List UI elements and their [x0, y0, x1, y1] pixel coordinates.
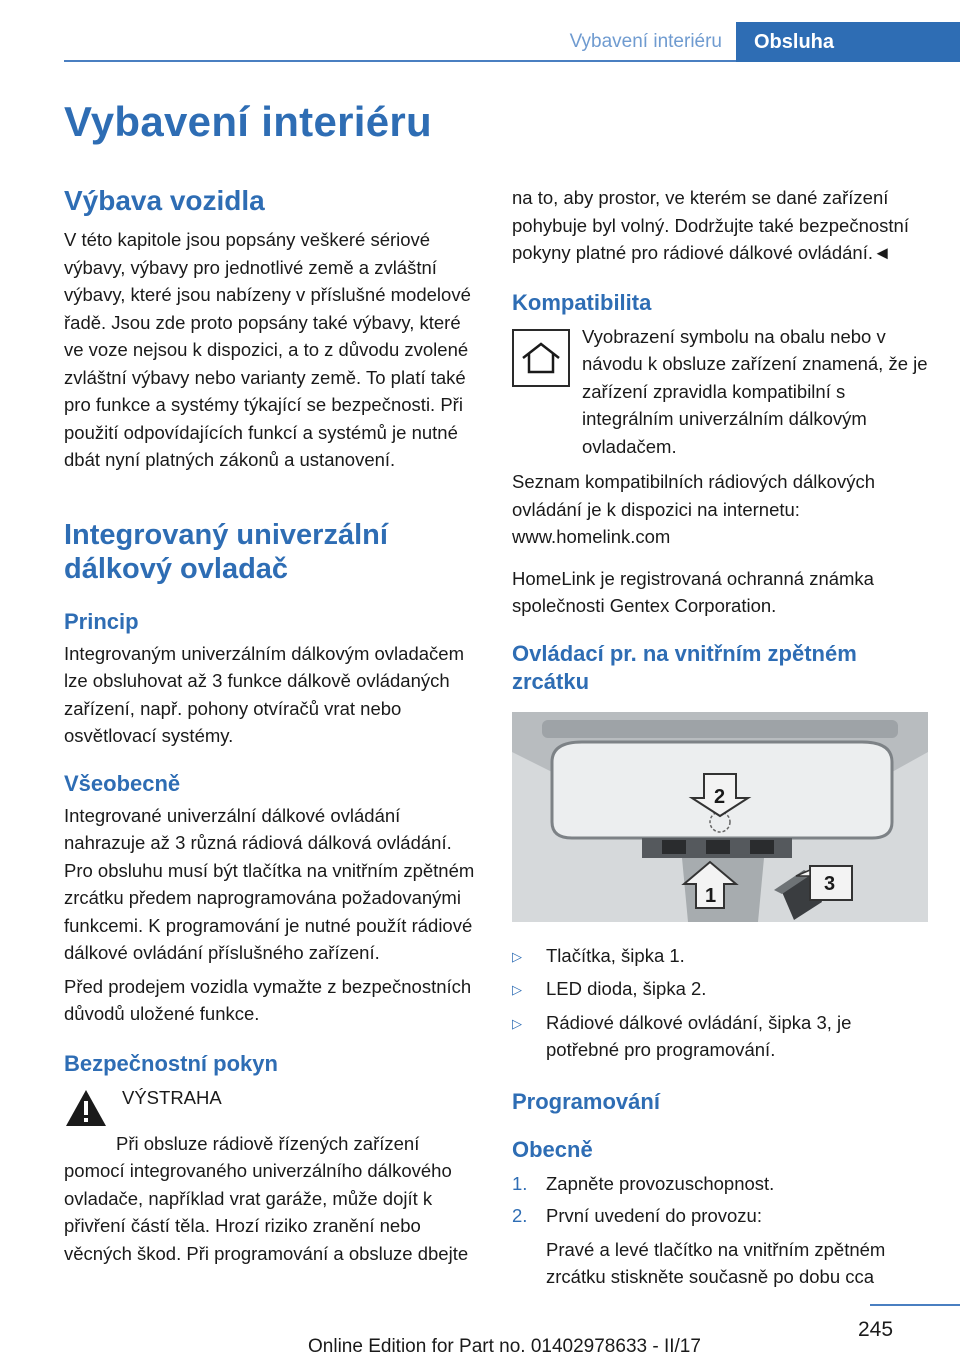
- heading-vybava: Výbava vozidla: [64, 185, 265, 216]
- heading-kompatibilita: Kompatibilita: [512, 289, 652, 315]
- step-text: První uvedení do provozu:: [546, 1205, 762, 1226]
- homelink-trademark-text: HomeLink je registrovaná ochranná známka společnosti Gentex Corporation.: [512, 567, 874, 616]
- warning-text: [64, 1130, 484, 1268]
- warning-continuation: na to, aby prostor, ve kterém se dané zařízení pohybuje byl volný. Dodržujte také bezpečnostní pokyny platné pro rádiové dálkové ovládání.◄: [512, 187, 909, 263]
- step-number: 2.: [512, 1205, 528, 1226]
- page-number: 245: [858, 1318, 894, 1341]
- vseobecne-text-2: Před prodejem vozidla vymažte z bezpečnostních důvodů uložené funkce.: [64, 975, 472, 1024]
- figure-legend-list: [512, 942, 928, 1064]
- figure-label-3: 3: [824, 872, 836, 895]
- princip-text: Integrovaným univerzálním dálkovým ovladačem lze obsluhovat až 3 funkce dálkově ovládaných zařízení, např. pohony otvíračů vrat nebo osvětlovací systémy.: [64, 642, 464, 746]
- header-tab[interactable]: Obsluha: [736, 22, 960, 62]
- heading-vseobecne: Všeobecně: [64, 770, 181, 796]
- heading-programovani: Programování: [512, 1088, 660, 1114]
- footer-rule: [870, 1304, 960, 1306]
- figure-label-2: 2: [714, 785, 726, 808]
- list-item: [512, 942, 928, 971]
- vseobecne-text-1: Integrované univerzální dálkové ovládání nahrazuje až 3 různá rádiová dálková ovládání. Pro obsluhu musí být tlačítka na vnitřním zpětném zrcátku předem naprogramována požadovanými funkcemi. K programování je nutné použít rádiové dálkové ovládání příslušného zařízení.: [64, 804, 475, 963]
- mirror-illustration: [512, 712, 928, 922]
- header-section-title[interactable]: Vybavení interiéru: [569, 31, 722, 52]
- page-title: Vybavení interiéru: [64, 98, 432, 145]
- warning-block: [64, 1084, 484, 1128]
- seznam-text: Seznam kompatibilních rádiových dálkových ovládání je k dispozici na internetu: www.homelink.com: [512, 471, 875, 547]
- edition-footer: Online Edition for Part no. 01402978633 - II/17: [308, 1336, 701, 1357]
- triangle-bullet-icon: ▷: [512, 982, 522, 997]
- heading-integrovany: Integrovaný univerzální dálkový ovladač: [64, 518, 388, 585]
- list-item: [512, 1202, 928, 1230]
- list-item: [512, 1170, 928, 1198]
- triangle-bullet-icon: ▷: [512, 1015, 522, 1031]
- heading-bezpecnost: Bezpečnostní pokyn: [64, 1050, 278, 1076]
- kompatibilita-text: Vyobrazení symbolu na obalu nebo v návodu k obsluze zařízení znamená, že je zařízení zpravidla kompatibilní s integrálním univerzálním dálkovým ovladačem.: [582, 325, 928, 457]
- vybava-text: V této kapitole jsou popsány veškeré sériové výbavy, výbavy pro jednotlivé země a zvláštní výbavy, které jsou nabízeny v příslušné modelové řadě. Jsou zde proto popsány také výbavy, které ve voze nejsou k dispozici, a to z důvodu zvolené zvláštní výbavy nebo varianty země. To platí také pro funkce a systémy týkající se bezpečnosti. Při použití odpovídajících funkcí a systémů je nutné dbát nyní platných zákonů a ustanovení.: [64, 229, 471, 470]
- step-text: Zapněte provozuschopnost.: [546, 1172, 775, 1194]
- right-column: [512, 184, 928, 1291]
- list-item: [512, 1009, 928, 1064]
- homelink-house-icon: [512, 329, 570, 387]
- figure-label-1: 1: [705, 884, 717, 907]
- warning-label: VÝSTRAHA: [122, 1086, 222, 1108]
- steps-list: [512, 1170, 928, 1230]
- list-item: [512, 975, 928, 1004]
- warning-text-body: Při obsluze rádiově řízených zařízení pomocí integrovaného univerzálního dálkového ovladače, například vrat garáže, může dojít k přivření částí těla. Hrozí riziko zranění nebo věcných škod. Při programování a obsluze dbejte: [64, 1132, 469, 1264]
- kompatibilita-row: [512, 323, 928, 461]
- warning-triangle-icon: [64, 1088, 108, 1128]
- step-2-detail: Pravé a levé tlačítko na vnitřním zpětném zrcátku stiskněte současně po dobu cca: [546, 1238, 886, 1287]
- heading-obecne: Obecně: [512, 1136, 593, 1162]
- mirror-figure: [512, 712, 928, 922]
- triangle-bullet-icon: ▷: [512, 948, 522, 964]
- bullet-text: Tlačítka, šipka 1.: [546, 944, 685, 966]
- bullet-text: LED dioda, šipka 2.: [546, 978, 707, 999]
- heading-princip: Princip: [64, 608, 139, 634]
- step-number: 1.: [512, 1172, 528, 1194]
- bullet-text: Rádiové dálkové ovládání, šipka 3, je potřebné pro programování.: [546, 1011, 852, 1060]
- heading-ovladaci: Ovládací pr. na vnitřním zpětném zrcátku: [512, 640, 857, 694]
- left-column: [64, 184, 484, 1267]
